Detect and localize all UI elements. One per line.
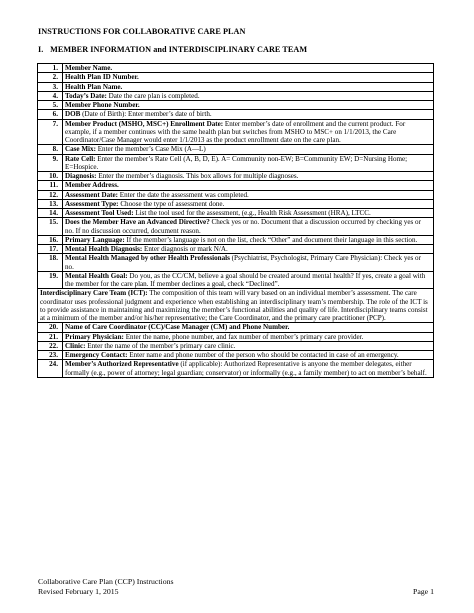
row-label: Name of Care Coordinator (CC)/Case Manager (CM) and Phone Number. xyxy=(65,323,290,332)
row-label: Member’s Authorized Representative xyxy=(65,360,179,369)
row-number: 7. xyxy=(38,119,63,145)
table-row xyxy=(38,101,434,110)
row-content xyxy=(63,235,434,244)
row-label: Interdisciplinary Care Team (ICT): xyxy=(40,289,148,298)
row-description: Enter the name of the member’s primary care clinic. xyxy=(85,341,236,350)
row-description: Do you, as the CC/CM, believe a goal should be created around mental health? If yes, create a goal with the member for the care plan. If member declines a goal, check “Declined”. xyxy=(65,271,426,288)
row-description: If the member’s language is not on the list, check “Other” and document their language in this section. xyxy=(124,235,418,244)
section-title: MEMBER INFORMATION and INTERDISCIPLINARY CARE TEAM xyxy=(50,45,308,54)
row-number: 3. xyxy=(38,82,63,91)
row-number: 11. xyxy=(38,181,63,190)
row-content xyxy=(63,172,434,181)
row-label: Assessment Type: xyxy=(65,199,119,208)
footer-revised-date: Revised February 1, 2015 xyxy=(38,587,119,596)
row-label: Mental Health Managed by other Health Professionals xyxy=(65,254,230,263)
row-label: Member Name. xyxy=(65,64,113,72)
row-content xyxy=(63,209,434,218)
row-number: 24. xyxy=(38,360,63,378)
row-label: Member Phone Number. xyxy=(65,101,140,109)
section-heading xyxy=(38,45,307,54)
row-label: Does the Member Have an Advanced Directive? xyxy=(65,218,210,227)
row-content xyxy=(63,199,434,208)
table-row xyxy=(38,218,434,236)
row-label: Diagnosis: xyxy=(65,172,97,180)
footer-doc-name: Collaborative Care Plan (CCP) Instructions xyxy=(38,577,174,586)
row-description: Enter the member’s Case Mix (A—L) xyxy=(95,145,206,154)
row-description: The composition of this team will vary based on an individual member’s assessment. The care coordinator uses professional judgment and experience when establishing an interdisciplinary team’s membership. The role of the ICT is to provide assistance in maintaining and maximizing the member’s functional abilities and quality of life. Interdisciplinary teams consist at a minimum of the member and/or his/her representative; the Care Coordinator, and the primary care practitioner (PCP). xyxy=(40,289,428,322)
row-number: 16. xyxy=(38,235,63,244)
row-description: Enter member’s date of enrollment and the current product. For example, if a member continues with the same health plan but switches from MSHO to MSC+ on 1/1/2013, the Care Coordinator/Case Manager would enter 1/1/2013 as the product enrollment date on the care plan. xyxy=(65,119,406,144)
table-row xyxy=(38,199,434,208)
table-row xyxy=(38,82,434,91)
footer-info xyxy=(38,577,174,597)
row-number: 15. xyxy=(38,218,63,236)
row-number: 6. xyxy=(38,110,63,119)
row-description: List the tool used for the assessment, (e.g., Health Risk Assessment (HRA), LTCC. xyxy=(133,209,371,217)
row-content xyxy=(38,289,434,323)
table-row xyxy=(38,73,434,82)
row-number: 19. xyxy=(38,271,63,289)
row-number: 8. xyxy=(38,145,63,154)
row-number: 10. xyxy=(38,172,63,181)
table-row xyxy=(38,64,434,73)
row-number: 20. xyxy=(38,323,63,332)
row-label: Clinic: xyxy=(65,341,86,350)
row-content xyxy=(63,332,434,341)
row-label: Health Plan ID Number. xyxy=(65,73,139,82)
row-label: Member Address. xyxy=(65,181,119,190)
row-number: 12. xyxy=(38,190,63,199)
row-description: Enter the member’s Rate Cell (A, B, D, E). A= Community non-EW; B=Community EW; D=Nursing Home; E=Hospice. xyxy=(65,154,408,171)
row-number: 23. xyxy=(38,351,63,360)
table-row xyxy=(38,360,434,378)
instructions-table xyxy=(37,63,434,378)
row-content xyxy=(63,190,434,199)
section-number: I. xyxy=(38,45,44,54)
row-label: Mental Health Diagnosis: xyxy=(65,245,143,253)
table-row xyxy=(38,209,434,218)
row-label: Emergency Contact: xyxy=(65,351,128,359)
table-row xyxy=(38,235,434,244)
table-row xyxy=(38,271,434,289)
row-content xyxy=(63,360,434,378)
table-row xyxy=(38,190,434,199)
table-row xyxy=(38,254,434,272)
row-label: DOB xyxy=(65,110,81,119)
row-content xyxy=(63,323,434,332)
row-number: 13. xyxy=(38,199,63,208)
row-number: 17. xyxy=(38,245,63,254)
row-description: Enter the member’s diagnosis. This box allows for multiple diagnoses. xyxy=(96,172,299,180)
table-row xyxy=(38,119,434,145)
row-number: 14. xyxy=(38,209,63,218)
row-number: 5. xyxy=(38,101,63,110)
row-content xyxy=(63,254,434,272)
row-number: 9. xyxy=(38,154,63,172)
row-content xyxy=(63,73,434,82)
table-row xyxy=(38,145,434,154)
row-label: Mental Health Goal: xyxy=(65,271,128,280)
table-row xyxy=(38,289,434,323)
row-content xyxy=(63,245,434,254)
row-content xyxy=(63,218,434,236)
row-content xyxy=(63,341,434,350)
row-content xyxy=(63,110,434,119)
row-description: Enter diagnosis or mark N/A. xyxy=(142,245,228,253)
row-description: Date the care plan is completed. xyxy=(106,91,200,100)
row-content xyxy=(63,101,434,110)
row-label: Today’s Date: xyxy=(65,91,107,100)
row-content xyxy=(63,64,434,73)
document-title: INSTRUCTIONS FOR COLLABORATIVE CARE PLAN xyxy=(38,27,246,36)
row-number: 4. xyxy=(38,91,63,100)
row-content xyxy=(63,82,434,91)
table-row xyxy=(38,351,434,360)
row-label: Member Product (MSHO, MSC+) Enrollment Date: xyxy=(65,119,224,128)
row-content xyxy=(63,351,434,360)
row-number: 2. xyxy=(38,73,63,82)
table-row xyxy=(38,181,434,190)
table-row xyxy=(38,245,434,254)
table-row xyxy=(38,154,434,172)
row-number: 22. xyxy=(38,341,63,350)
row-content xyxy=(63,154,434,172)
row-number: 18. xyxy=(38,254,63,272)
row-description: Check yes or no. Document that a discussion occurred by checking yes or no. If no discussion occurred, document reason. xyxy=(65,218,421,235)
row-label: Case Mix: xyxy=(65,145,96,154)
table-row xyxy=(38,110,434,119)
row-content xyxy=(63,119,434,145)
row-label: Assessment Tool Used: xyxy=(65,209,134,217)
row-description: Enter the date the assessment was completed. xyxy=(118,190,249,199)
row-content xyxy=(63,181,434,190)
table-row xyxy=(38,91,434,100)
row-label: Health Plan Name. xyxy=(65,82,123,91)
row-label: Primary Language: xyxy=(65,235,125,244)
table-row xyxy=(38,341,434,350)
table-row xyxy=(38,332,434,341)
table-row xyxy=(38,172,434,181)
row-description: Choose the type of assessment done. xyxy=(118,199,225,208)
row-description: Enter the name, phone number, and fax number of member’s primary care provider. xyxy=(123,332,364,341)
row-label: Primary Physician: xyxy=(65,332,124,341)
table-row xyxy=(38,323,434,332)
row-description: (if applicable): Authorized Representative is anyone the member delegates, either formally (e.g., power of attorney; legal guardian; conservator) or informally (e.g., a family member) to act on member’s behalf. xyxy=(65,360,427,377)
page-number: Page 1 xyxy=(412,587,434,596)
row-number: 1. xyxy=(38,64,63,73)
row-number: 21. xyxy=(38,332,63,341)
row-description: (Date of Birth): Enter member’s date of birth. xyxy=(80,110,212,119)
row-label: Assessment Date: xyxy=(65,190,118,199)
row-content xyxy=(63,271,434,289)
row-label: Rate Cell: xyxy=(65,154,96,163)
row-content xyxy=(63,145,434,154)
row-content xyxy=(63,91,434,100)
row-description: (Psychiatrist, Psychologist, Primary Care Physician): Check yes or no. xyxy=(65,254,421,271)
row-description: Enter name and phone number of the person who should be contacted in case of an emergency. xyxy=(127,351,399,359)
